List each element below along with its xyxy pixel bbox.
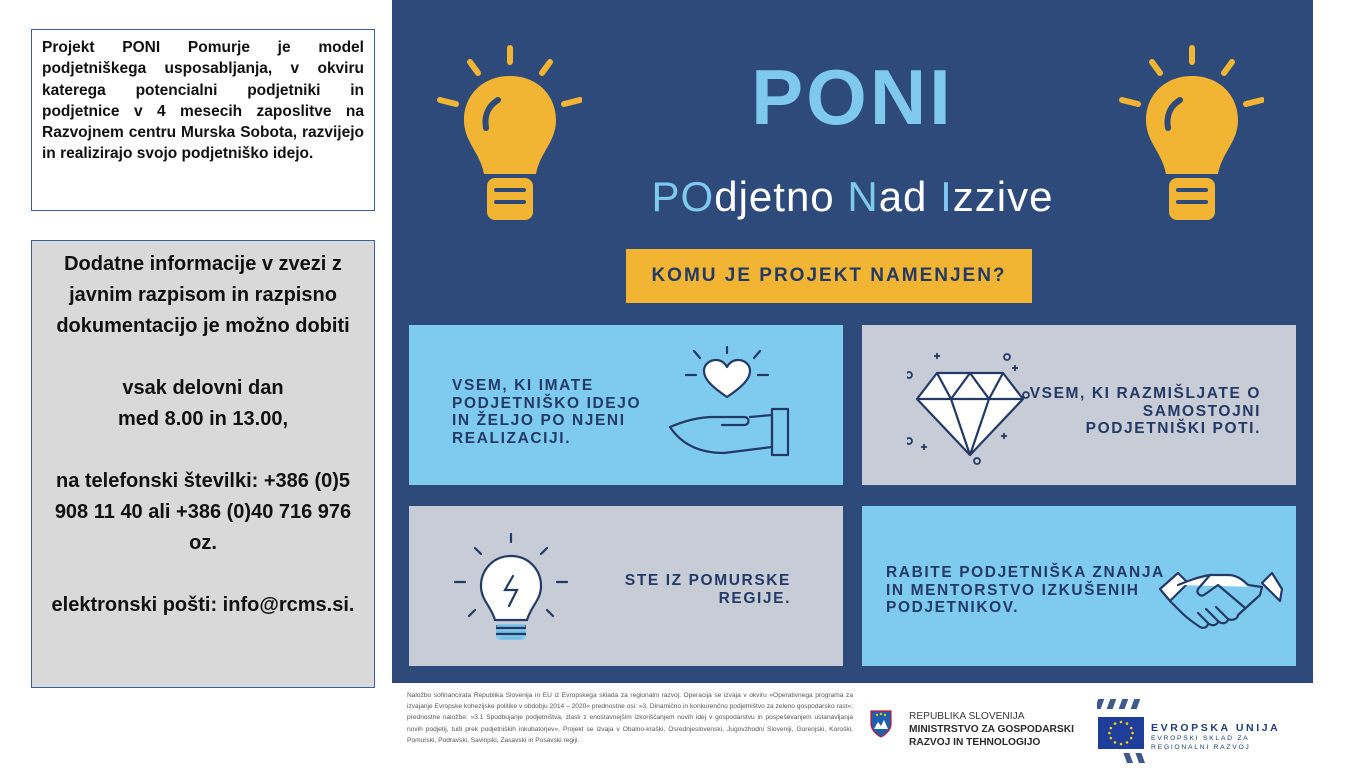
eu-flag-icon bbox=[1097, 697, 1145, 765]
funding-notice: Naložbo sofinancirata Republika Slovenija in EU iz Evropskega sklada za regionalni razvoj. Operacija se izvaja v okviru »Operativnega programa za izvajanje Evropske kohezijske politike v obdobju 2014 – 2020« prednostne osi: »3. Dinamično in konkurenčno podjetništvo za zeleno gospodarsko rast«; prednostne naložbe: »3.1 Spodbujanje podjetništva, zlasti z enostavnejšim izkoriščanjem novih idej v gospodarstvu in pospeševanjem ustanavljanja novih podjetij, tudi prek podjetniških inkubatorjev«. Projekt se izvaja v Obalno-kraški, Osrednjeslovenski, Jugovzhodni Sloveniji, Gorenjski, Koroški, Pomurski, Podravski, Savinjski, Zasavski in Posavski regiji. bbox=[407, 692, 853, 744]
card-line: REGIJE. bbox=[718, 589, 791, 607]
card-line: REALIZACIJI. bbox=[452, 429, 572, 447]
contact-box bbox=[31, 240, 375, 688]
poni-title: PONI bbox=[751, 53, 954, 141]
heart-hand-icon bbox=[664, 345, 804, 465]
subtitle-part: PO bbox=[651, 173, 715, 220]
lightbulb-icon bbox=[449, 528, 579, 648]
slovenia-coat-of-arms-icon bbox=[870, 710, 892, 738]
eu-line: EVROPSKA UNIJA bbox=[1151, 722, 1281, 734]
ministry-label bbox=[909, 710, 1074, 749]
subtitle-part: I bbox=[940, 173, 953, 220]
eu-line: REGIONALNI RAZVOJ bbox=[1151, 744, 1251, 751]
ministry-line: RAZVOJ IN TEHNOLOGIJO bbox=[909, 737, 1041, 748]
card-line: PODJETNIKOV. bbox=[886, 599, 1020, 616]
poni-subtitle bbox=[392, 173, 1313, 221]
card-line: VSEM, KI IMATE bbox=[452, 377, 594, 394]
poni-poster bbox=[392, 0, 1313, 683]
card-mentorship bbox=[862, 506, 1296, 666]
card-line: SAMOSTOJNI bbox=[1142, 402, 1261, 420]
card-line: RABITE PODJETNIŠKA ZNANJA bbox=[886, 564, 1165, 581]
eu-label bbox=[1151, 722, 1280, 752]
card-pomurje-region bbox=[409, 506, 843, 666]
ministry-line: MINISTRSTVO ZA GOSPODARSKI bbox=[909, 724, 1074, 735]
intro-box bbox=[31, 29, 375, 211]
card-line: VSEM, KI RAZMIŠLJATE O bbox=[1029, 385, 1261, 402]
subtitle-part: ad bbox=[878, 173, 941, 220]
subtitle-part: N bbox=[847, 173, 879, 220]
card-line: IN ŽELJO PO NJENI bbox=[452, 412, 626, 429]
card-line: STE IZ POMURSKE bbox=[624, 572, 791, 589]
contact-info-text: Dodatne informacije v zvezi z javnim razpisom in razpisno dokumentacijo je možno dobiti bbox=[56, 253, 350, 337]
card-line: PODJETNIŠKI POTI. bbox=[1085, 420, 1261, 437]
contact-phone: na telefonski številki: +386 (0)5 908 11 40 ali +386 (0)40 716 976 oz. bbox=[54, 470, 352, 554]
card-independent-path bbox=[862, 325, 1296, 485]
contact-email: elektronski pošti: info@rcms.si. bbox=[51, 594, 355, 616]
intro-text: Projekt PONI Pomurje je model podjetniškega usposabljanja, v okviru katerega potencialni podjetniki in podjetnice v 4 mesecih zaposlitve na Razvojnem centru Murska Sobota, razvijejo in realizirajo svojo podjetniško idejo. bbox=[42, 39, 364, 163]
contact-hours: med 8.00 in 13.00, bbox=[117, 408, 289, 430]
card-idea bbox=[409, 325, 843, 485]
handshake-icon bbox=[1158, 561, 1283, 641]
card-line: IN MENTORSTVO IZKUŠENIH bbox=[886, 581, 1140, 599]
contact-days: vsak delovni dan bbox=[122, 377, 284, 399]
subtitle-part: zzive bbox=[952, 173, 1054, 220]
subtitle-part: djetno bbox=[714, 173, 848, 220]
eu-line: EVROPSKI SKLAD ZA bbox=[1151, 735, 1250, 742]
ministry-line: REPUBLIKA SLOVENIJA bbox=[909, 711, 1025, 722]
card-line: PODJETNIŠKO IDEJO bbox=[452, 394, 642, 412]
target-group-banner: KOMU JE PROJEKT NAMENJEN? bbox=[626, 249, 1032, 303]
diamond-icon bbox=[907, 347, 1037, 467]
